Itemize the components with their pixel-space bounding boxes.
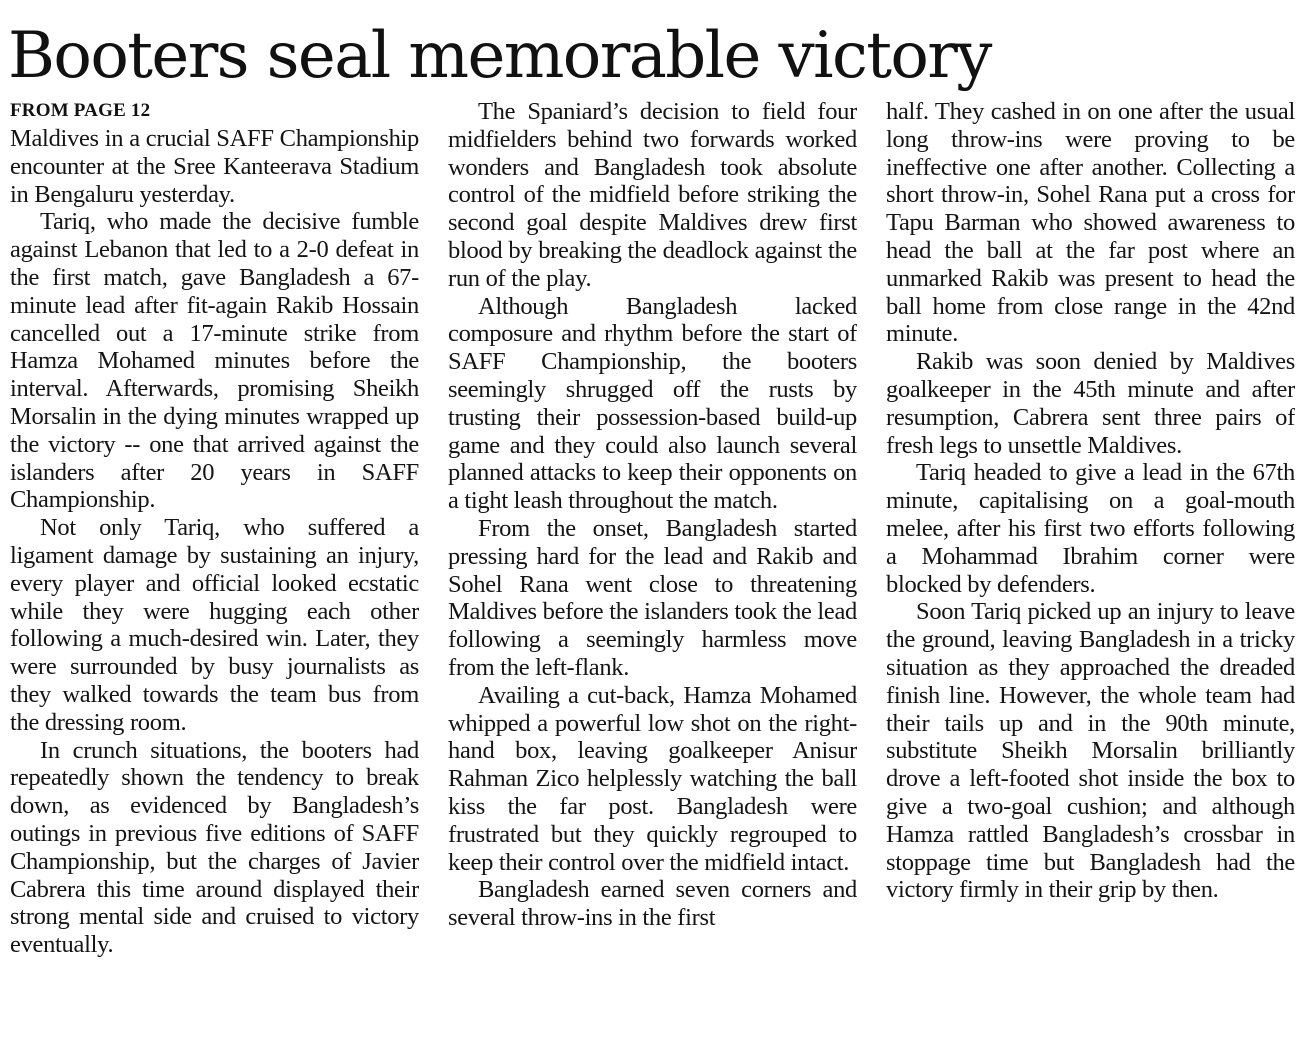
paragraph: Availing a cut-back, Hamza Mohamed whipped a powerful low shot on the right-hand box, leaving goalkeeper Anisur Rahman Zico helplessly watching the ball kiss the far post. Bangladesh were frustrated but they quickly regrouped to keep their control over the midfield intact. bbox=[448, 681, 857, 876]
paragraph: Soon Tariq picked up an injury to leave the ground, leaving Bangladesh in a tricky situation as they approached the dreaded finish line. However, the whole team had their tails up and in the 90th minute, substitute Sheikh Morsalin brilliantly drove a left-footed shot inside the box to give a two-goal cushion; and although Hamza rattled Bangladesh’s crossbar in stoppage time but Bangladesh had the victory firmly in their grip by then. bbox=[886, 598, 1295, 904]
article-column-1 bbox=[10, 98, 419, 1048]
paragraph: Rakib was soon denied by Maldives goalkeeper in the 45th minute and after resumption, Cabrera sent three pairs of fresh legs to unsettle Maldives. bbox=[886, 348, 1295, 459]
paragraph: Tariq headed to give a lead in the 67th minute, capitalising on a goal-mouth melee, after his first two efforts following a Mohammad Ibrahim corner were blocked by defenders. bbox=[886, 459, 1295, 598]
paragraph: Although Bangladesh lacked composure and rhythm before the start of SAFF Championship, the booters seemingly shrugged off the rusts by trusting their possession-based build-up game and they could also launch several planned attacks to keep their opponents on a tight leash throughout the match. bbox=[448, 292, 857, 515]
article-column-2 bbox=[448, 98, 857, 1048]
paragraph: The Spaniard’s decision to field four midfielders behind two forwards worked wonders and Bangladesh took absolute control of the midfield before striking the second goal despite Maldives drew first blood by breaking the deadlock against the run of the play. bbox=[448, 98, 857, 292]
paragraph: Tariq, who made the decisive fumble against Lebanon that led to a 2-0 defeat in the first match, gave Bangladesh a 67-minute lead after fit-again Rakib Hossain cancelled out a 17-minute strike from Hamza Mohamed minutes before the interval. Afterwards, promising Sheikh Morsalin in the dying minutes wrapped up the victory -- one that arrived against the islanders after 20 years in SAFF Championship. bbox=[10, 208, 419, 514]
article-column-3 bbox=[886, 98, 1295, 1048]
paragraph: In crunch situations, the booters had repeatedly shown the tendency to break down, as evidenced by Bangladesh’s outings in previous five editions of SAFF Championship, but the charges of Javier Cabrera this time around displayed their strong mental side and cruised to victory eventually. bbox=[10, 736, 419, 959]
jump-line: FROM PAGE 12 bbox=[10, 100, 151, 121]
paragraph: Maldives in a crucial SAFF Championship encounter at the Sree Kanteerava Stadium in Bengaluru yesterday. bbox=[10, 125, 419, 208]
headline: Booters seal memorable victory bbox=[8, 19, 991, 93]
paragraph: From the onset, Bangladesh started pressing hard for the lead and Rakib and Sohel Rana went close to threatening Maldives before the islanders took the lead following a seemingly harmless move from the left-flank. bbox=[448, 514, 857, 681]
paragraph: Not only Tariq, who suffered a ligament damage by sustaining an injury, every player and official looked ecstatic while they were hugging each other following a much-desired win. Later, they were surrounded by busy journalists as they walked towards the team bus from the dressing room. bbox=[10, 514, 419, 736]
paragraph: half. They cashed in on one after the usual long throw-ins were proving to be ineffective one after another. Collecting a short throw-in, Sohel Rana put a cross for Tapu Barman who showed awareness to head the ball at the far post where an unmarked Rakib was present to head the ball home from close range in the 42nd minute. bbox=[886, 98, 1295, 348]
paragraph: Bangladesh earned seven corners and several throw-ins in the first bbox=[448, 876, 857, 932]
